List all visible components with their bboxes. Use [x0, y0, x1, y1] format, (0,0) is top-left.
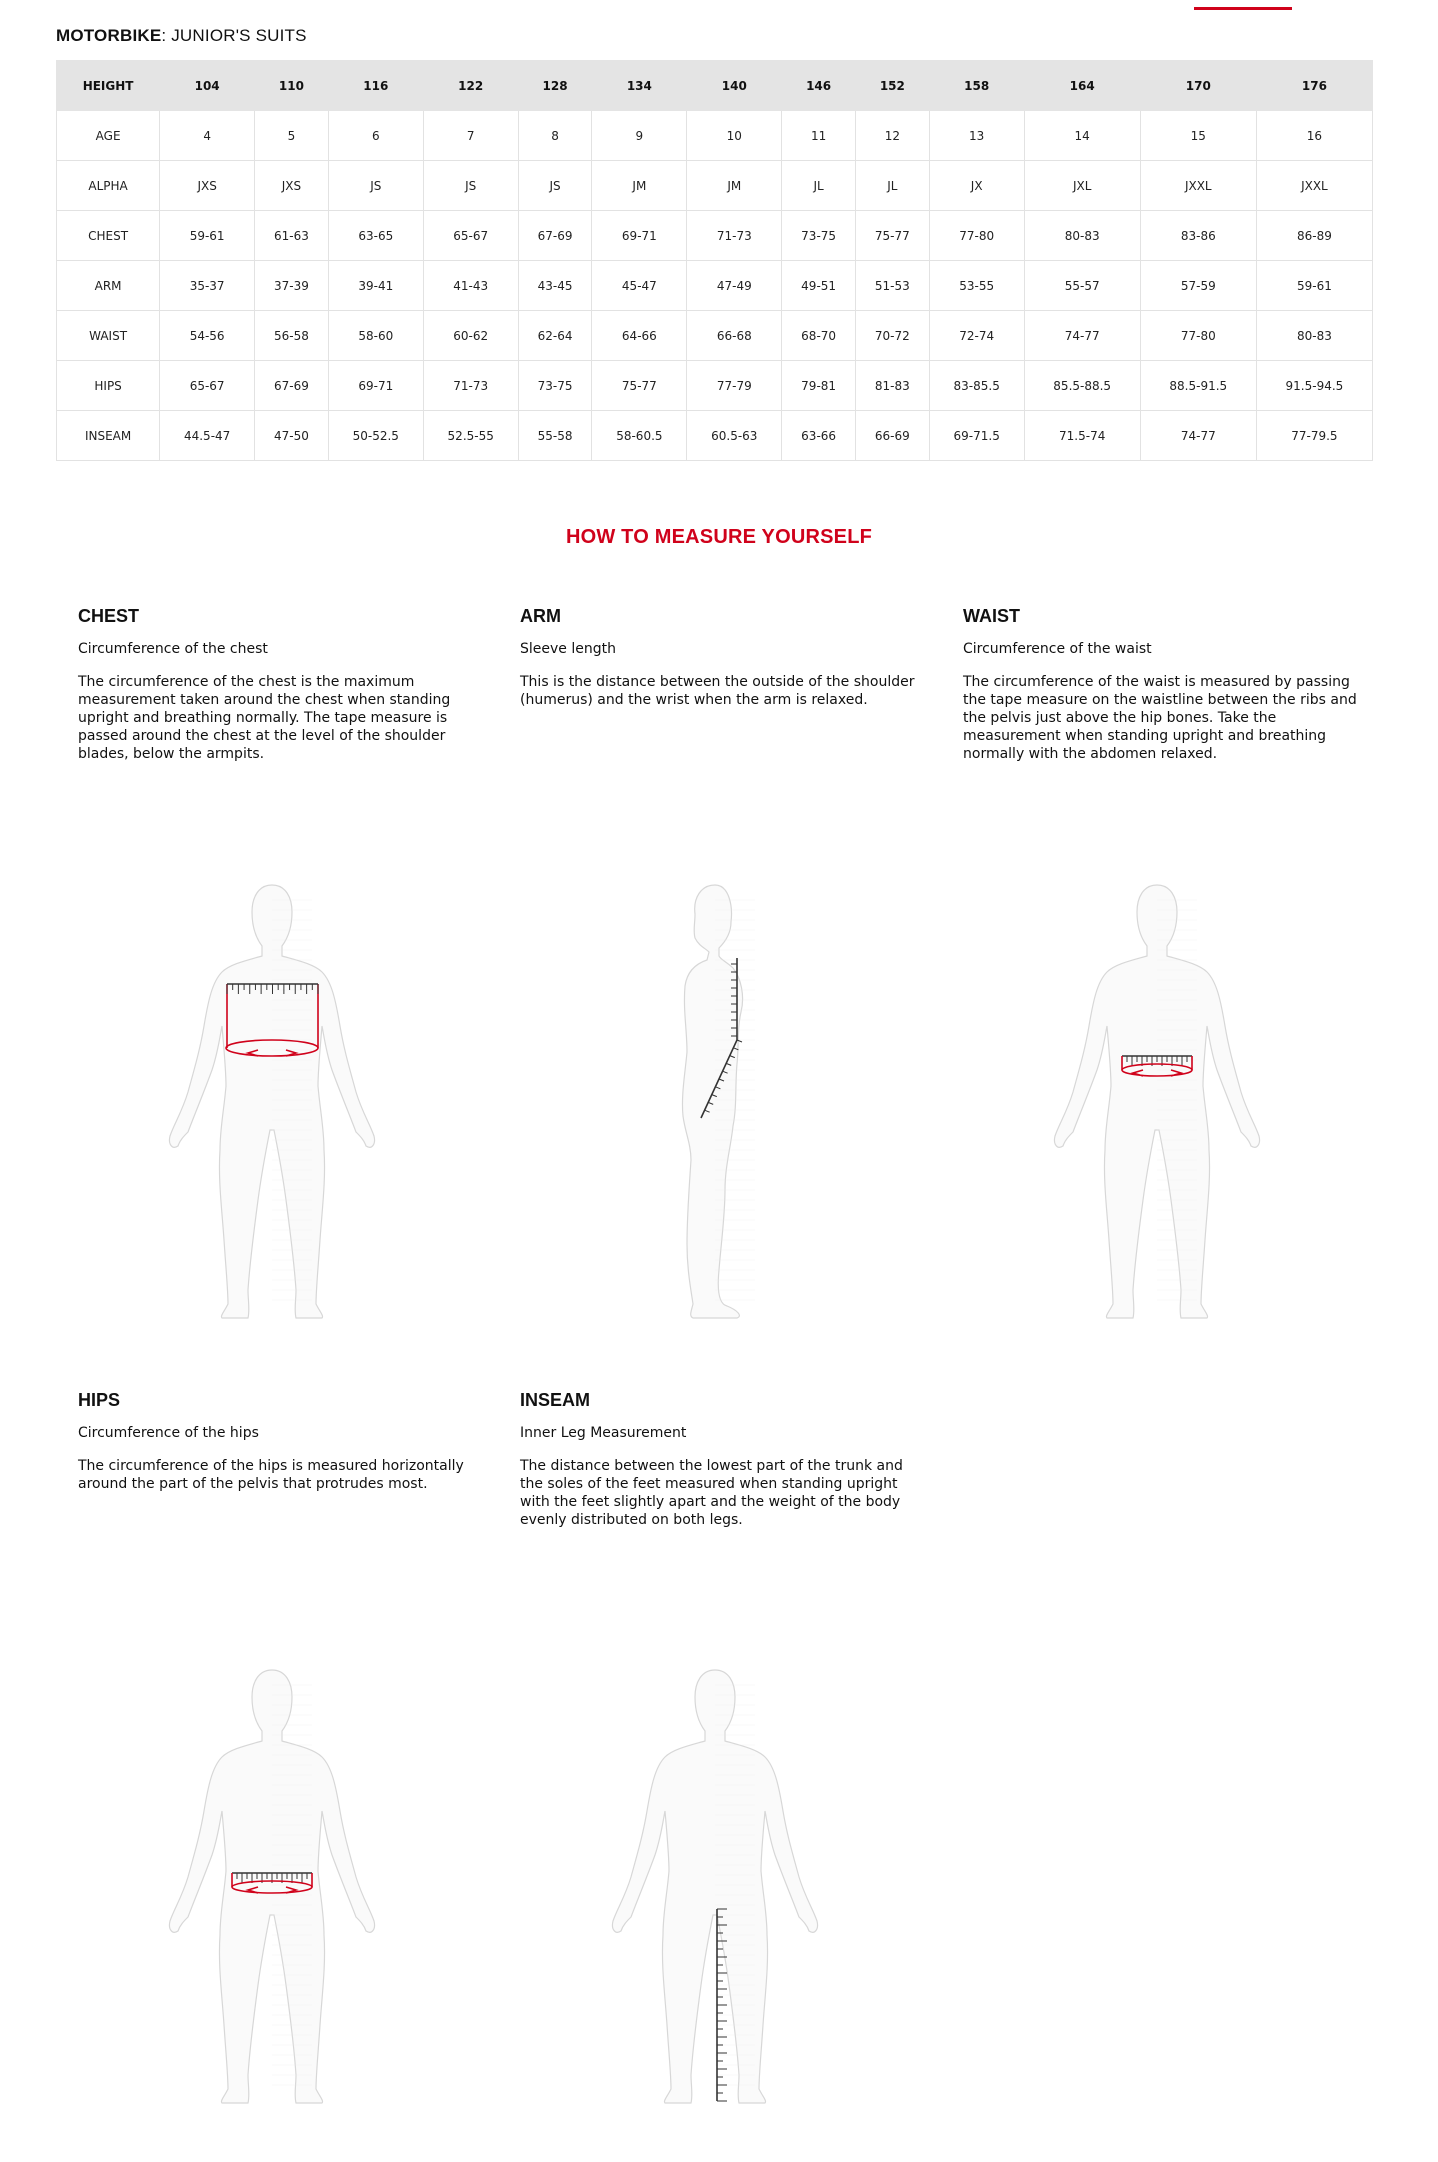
table-cell: 64-66	[592, 311, 687, 361]
table-cell: 13	[929, 111, 1024, 161]
hips-card	[78, 1390, 478, 1493]
table-cell: 77-80	[1140, 311, 1256, 361]
table-cell: 9	[592, 111, 687, 161]
table-cell: 43-45	[518, 261, 592, 311]
waist-card	[963, 606, 1363, 763]
table-cell: 7	[423, 111, 518, 161]
how-to-measure-title: HOW TO MEASURE YOURSELF	[565, 526, 873, 548]
table-cell: 77-80	[929, 211, 1024, 261]
table-cell: 51-53	[855, 261, 929, 311]
table-cell: 37-39	[255, 261, 329, 311]
inseam-body-mesh	[715, 1685, 755, 2085]
table-cell: 58-60.5	[592, 411, 687, 461]
size-table-header-cell: 140	[687, 61, 782, 111]
inseam-measure-figure	[505, 1645, 925, 2115]
size-table-header-cell: 152	[855, 61, 929, 111]
table-cell: JXS	[255, 161, 329, 211]
size-table-header-cell: 164	[1024, 61, 1140, 111]
table-cell: 56-58	[255, 311, 329, 361]
waist-subtitle: Circumference of the waist	[963, 641, 1152, 657]
chest-card	[78, 606, 478, 763]
chest-description: The circumference of the chest is the maximum measurement taken around the chest when standing upright and breathing normally. The tape measure is passed around the chest at the level of the shoulder blades, below the armpits.	[78, 674, 451, 762]
inseam-subtitle: Inner Leg Measurement	[520, 1425, 687, 1441]
table-cell: 75-77	[855, 211, 929, 261]
table-cell: 53-55	[929, 261, 1024, 311]
table-cell: 11	[782, 111, 856, 161]
hips-subtitle: Circumference of the hips	[78, 1425, 259, 1441]
table-cell: 55-58	[518, 411, 592, 461]
table-row-label: AGE	[57, 111, 160, 161]
table-cell: 39-41	[328, 261, 423, 311]
size-table-header-cell: 170	[1140, 61, 1256, 111]
chest-subtitle: Circumference of the chest	[78, 641, 268, 657]
table-cell: 65-67	[160, 361, 255, 411]
size-table-header-cell: 110	[255, 61, 329, 111]
size-table-header-cell: 146	[782, 61, 856, 111]
top-accent-bar	[1194, 7, 1292, 10]
table-row	[57, 261, 1373, 311]
page-title-rest: : JUNIOR'S SUITS	[161, 26, 307, 45]
table-cell: 5	[255, 111, 329, 161]
table-row	[57, 211, 1373, 261]
table-cell: 88.5-91.5	[1140, 361, 1256, 411]
table-cell: 69-71	[328, 361, 423, 411]
table-cell: 91.5-94.5	[1256, 361, 1372, 411]
table-cell: 70-72	[855, 311, 929, 361]
arm-subtitle: Sleeve length	[520, 641, 616, 657]
table-cell: 71-73	[687, 211, 782, 261]
table-cell: JM	[592, 161, 687, 211]
table-cell: JX	[929, 161, 1024, 211]
table-cell: 35-37	[160, 261, 255, 311]
table-cell: JS	[518, 161, 592, 211]
table-row	[57, 361, 1373, 411]
table-cell: 83-86	[1140, 211, 1256, 261]
table-cell: 67-69	[255, 361, 329, 411]
size-table-header-row	[57, 61, 1373, 111]
table-row-label: INSEAM	[57, 411, 160, 461]
table-cell: 44.5-47	[160, 411, 255, 461]
table-cell: JL	[782, 161, 856, 211]
table-cell: 14	[1024, 111, 1140, 161]
table-cell: JL	[855, 161, 929, 211]
inseam-description: The distance between the lowest part of the trunk and the soles of the feet measured when standing upright with the feet slightly apart and the weight of the body evenly distributed on both legs.	[520, 1458, 903, 1528]
table-cell: 50-52.5	[328, 411, 423, 461]
size-table-header-cell: 158	[929, 61, 1024, 111]
table-cell: 55-57	[1024, 261, 1140, 311]
arm-body-mesh	[715, 900, 755, 1300]
table-cell: 77-79	[687, 361, 782, 411]
table-row	[57, 411, 1373, 461]
size-table-header-cell: 122	[423, 61, 518, 111]
table-row-label: WAIST	[57, 311, 160, 361]
waist-body-mesh	[1157, 900, 1197, 1300]
table-cell: 69-71.5	[929, 411, 1024, 461]
table-cell: 81-83	[855, 361, 929, 411]
table-cell: 52.5-55	[423, 411, 518, 461]
size-table-header-cell: 134	[592, 61, 687, 111]
table-cell: 41-43	[423, 261, 518, 311]
page-title	[56, 26, 307, 46]
table-row-label: CHEST	[57, 211, 160, 261]
table-cell: 45-47	[592, 261, 687, 311]
table-cell: 10	[687, 111, 782, 161]
table-row-label: ALPHA	[57, 161, 160, 211]
arm-measure-figure	[505, 860, 925, 1330]
table-row	[57, 311, 1373, 361]
table-cell: 80-83	[1256, 311, 1372, 361]
arm-description: This is the distance between the outside of the shoulder (humerus) and the wrist when the arm is relaxed.	[520, 674, 915, 708]
table-cell: 74-77	[1140, 411, 1256, 461]
table-cell: 85.5-88.5	[1024, 361, 1140, 411]
table-cell: 15	[1140, 111, 1256, 161]
table-cell: 80-83	[1024, 211, 1140, 261]
hips-description: The circumference of the hips is measured horizontally around the part of the pelvis that protrudes most.	[78, 1458, 464, 1492]
table-cell: 58-60	[328, 311, 423, 361]
table-row	[57, 161, 1373, 211]
arm-title: ARM	[520, 606, 561, 626]
table-cell: 16	[1256, 111, 1372, 161]
table-cell: 60.5-63	[687, 411, 782, 461]
chest-title: CHEST	[78, 606, 140, 626]
size-table-header-cell: 116	[328, 61, 423, 111]
table-cell: 75-77	[592, 361, 687, 411]
arm-card	[520, 606, 920, 709]
table-cell: 77-79.5	[1256, 411, 1372, 461]
table-cell: 65-67	[423, 211, 518, 261]
table-row-label: ARM	[57, 261, 160, 311]
inseam-title: INSEAM	[520, 1390, 591, 1410]
table-cell: 79-81	[782, 361, 856, 411]
waist-measure-figure	[947, 860, 1367, 1330]
table-cell: 83-85.5	[929, 361, 1024, 411]
table-cell: JXXL	[1140, 161, 1256, 211]
table-cell: 69-71	[592, 211, 687, 261]
table-cell: 47-49	[687, 261, 782, 311]
size-table-header-cell: 176	[1256, 61, 1372, 111]
table-cell: 49-51	[782, 261, 856, 311]
table-cell: 73-75	[782, 211, 856, 261]
table-cell: JXXL	[1256, 161, 1372, 211]
table-cell: JXL	[1024, 161, 1140, 211]
table-cell: JS	[423, 161, 518, 211]
table-cell: 8	[518, 111, 592, 161]
hips-measure-figure	[62, 1645, 482, 2115]
table-cell: JM	[687, 161, 782, 211]
table-cell: JS	[328, 161, 423, 211]
table-cell: 68-70	[782, 311, 856, 361]
table-cell: 12	[855, 111, 929, 161]
table-cell: 63-65	[328, 211, 423, 261]
table-cell: 59-61	[160, 211, 255, 261]
table-cell: 62-64	[518, 311, 592, 361]
table-cell: 71-73	[423, 361, 518, 411]
table-cell: 67-69	[518, 211, 592, 261]
table-cell: JXS	[160, 161, 255, 211]
table-cell: 86-89	[1256, 211, 1372, 261]
size-table-header-label: HEIGHT	[57, 61, 160, 111]
table-row	[57, 111, 1373, 161]
inseam-card	[520, 1390, 920, 1529]
waist-title: WAIST	[963, 606, 1020, 626]
table-cell: 73-75	[518, 361, 592, 411]
size-table-header-cell: 104	[160, 61, 255, 111]
table-cell: 71.5-74	[1024, 411, 1140, 461]
table-cell: 57-59	[1140, 261, 1256, 311]
table-cell: 4	[160, 111, 255, 161]
chest-body-mesh	[272, 900, 312, 1300]
table-cell: 66-69	[855, 411, 929, 461]
table-cell: 74-77	[1024, 311, 1140, 361]
table-cell: 60-62	[423, 311, 518, 361]
table-cell: 72-74	[929, 311, 1024, 361]
size-table	[56, 60, 1373, 461]
table-cell: 61-63	[255, 211, 329, 261]
table-cell: 47-50	[255, 411, 329, 461]
page-title-bold: MOTORBIKE	[56, 26, 162, 45]
hips-title: HIPS	[78, 1390, 121, 1410]
waist-description: The circumference of the waist is measured by passing the tape measure on the waistline between the ribs and the pelvis just above the hip bones. Take the measurement when standing upright and breathing normally with the abdomen relaxed.	[963, 674, 1357, 762]
table-cell: 54-56	[160, 311, 255, 361]
chest-measure-figure	[62, 860, 482, 1330]
hips-body-mesh	[272, 1685, 312, 2085]
size-table-header-cell: 128	[518, 61, 592, 111]
table-cell: 6	[328, 111, 423, 161]
table-row-label: HIPS	[57, 361, 160, 411]
table-cell: 66-68	[687, 311, 782, 361]
table-cell: 63-66	[782, 411, 856, 461]
table-cell: 59-61	[1256, 261, 1372, 311]
